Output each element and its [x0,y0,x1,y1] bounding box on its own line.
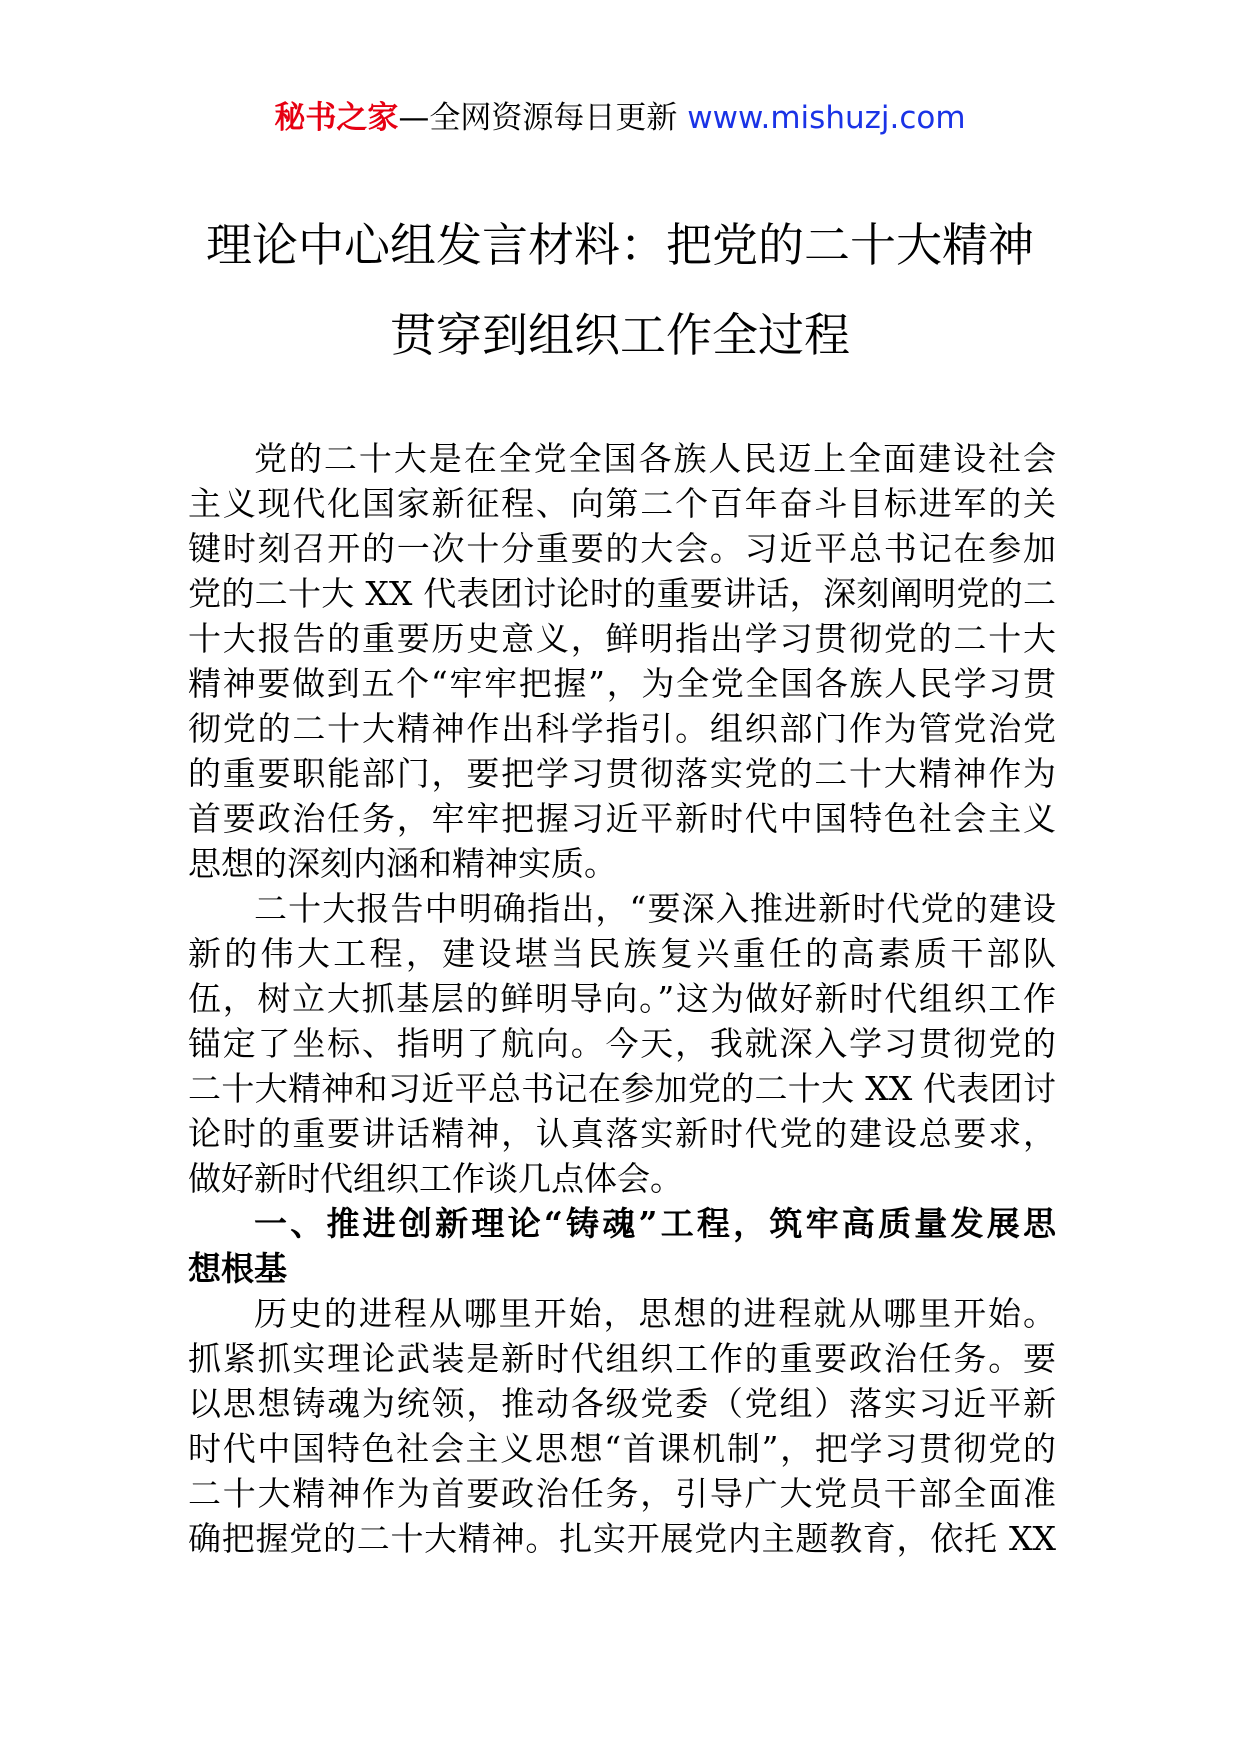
header-tagline: —全网资源每日更新 [398,100,678,136]
paragraph-line: 做好新时代组织工作谈几点体会。 [188,1159,683,1198]
paragraph-line: 思想的深刻内涵和精神实质。 [188,844,617,883]
paragraph-line: 锚定了坐标、指明了航向。今天，我就深入学习贯彻党的 [188,1024,1056,1063]
paragraph-line: 想根基 [188,1249,287,1288]
title-line-2: 贯穿到组织工作全过程 [390,308,850,362]
paragraph-line: 二十大报告中明确指出，“要深入推进新时代党的建设 [254,889,1056,928]
paragraph-line: 伍，树立大抓基层的鲜明导向。”这为做好新时代组织工作 [188,979,1056,1018]
brand-name: 秘书之家 [274,100,399,136]
paragraph-line: 新的伟大工程，建设堪当民族复兴重任的高素质干部队 [188,934,1056,973]
paragraph-line: 党的二十大 XX 代表团讨论时的重要讲话，深刻阐明党的二 [188,574,1056,613]
paragraph-line: 以思想铸魂为统领，推动各级党委（党组）落实习近平新 [188,1384,1056,1423]
paragraph-line: 首要政治任务，牢牢把握习近平新时代中国特色社会主义 [188,799,1056,838]
paragraph-line: 的重要职能部门，要把学习贯彻落实党的二十大精神作为 [188,754,1056,793]
paragraph-line: 键时刻召开的一次十分重要的大会。习近平总书记在参加 [188,529,1056,568]
paragraph-line: 时代中国特色社会主义思想“首课机制”，把学习贯彻党的 [188,1429,1056,1468]
paragraph-line: 二十大精神和习近平总书记在参加党的二十大 XX 代表团讨 [188,1069,1056,1108]
site-header [0,98,1240,138]
paragraph-line: 彻党的二十大精神作出科学指引。组织部门作为管党治党 [188,709,1056,748]
document-body [188,436,1056,1561]
paragraph-line: 精神要做到五个“牢牢把握”，为全党全国各族人民学习贯 [188,664,1056,703]
document-title [150,200,1090,380]
paragraph-line: 论时的重要讲话精神，认真落实新时代党的建设总要求， [188,1114,1056,1153]
paragraph-line: 主义现代化国家新征程、向第二个百年奋斗目标进军的关 [188,484,1056,523]
paragraph-line: 确把握党的二十大精神。扎实开展党内主题教育，依托 XX [188,1519,1056,1558]
paragraph-line: 历史的进程从哪里开始，思想的进程就从哪里开始。 [254,1294,1056,1333]
site-url[interactable]: www.mishuzj.com [687,100,966,136]
title-line-1: 理论中心组发言材料：把党的二十大精神 [206,218,1034,272]
body-paragraph [188,886,1056,1201]
body-paragraph [188,436,1056,886]
paragraph-line: 二十大精神作为首要政治任务，引导广大党员干部全面准 [188,1474,1056,1513]
paragraph-line: 党的二十大是在全党全国各族人民迈上全面建设社会 [254,439,1056,478]
paragraph-line: 抓紧抓实理论武装是新时代组织工作的重要政治任务。要 [188,1339,1056,1378]
section-heading [188,1201,1056,1291]
paragraph-line: 一、推进创新理论“铸魂”工程，筑牢高质量发展思 [254,1204,1056,1243]
paragraph-line: 十大报告的重要历史意义，鲜明指出学习贯彻党的二十大 [188,619,1056,658]
body-paragraph [188,1291,1056,1561]
